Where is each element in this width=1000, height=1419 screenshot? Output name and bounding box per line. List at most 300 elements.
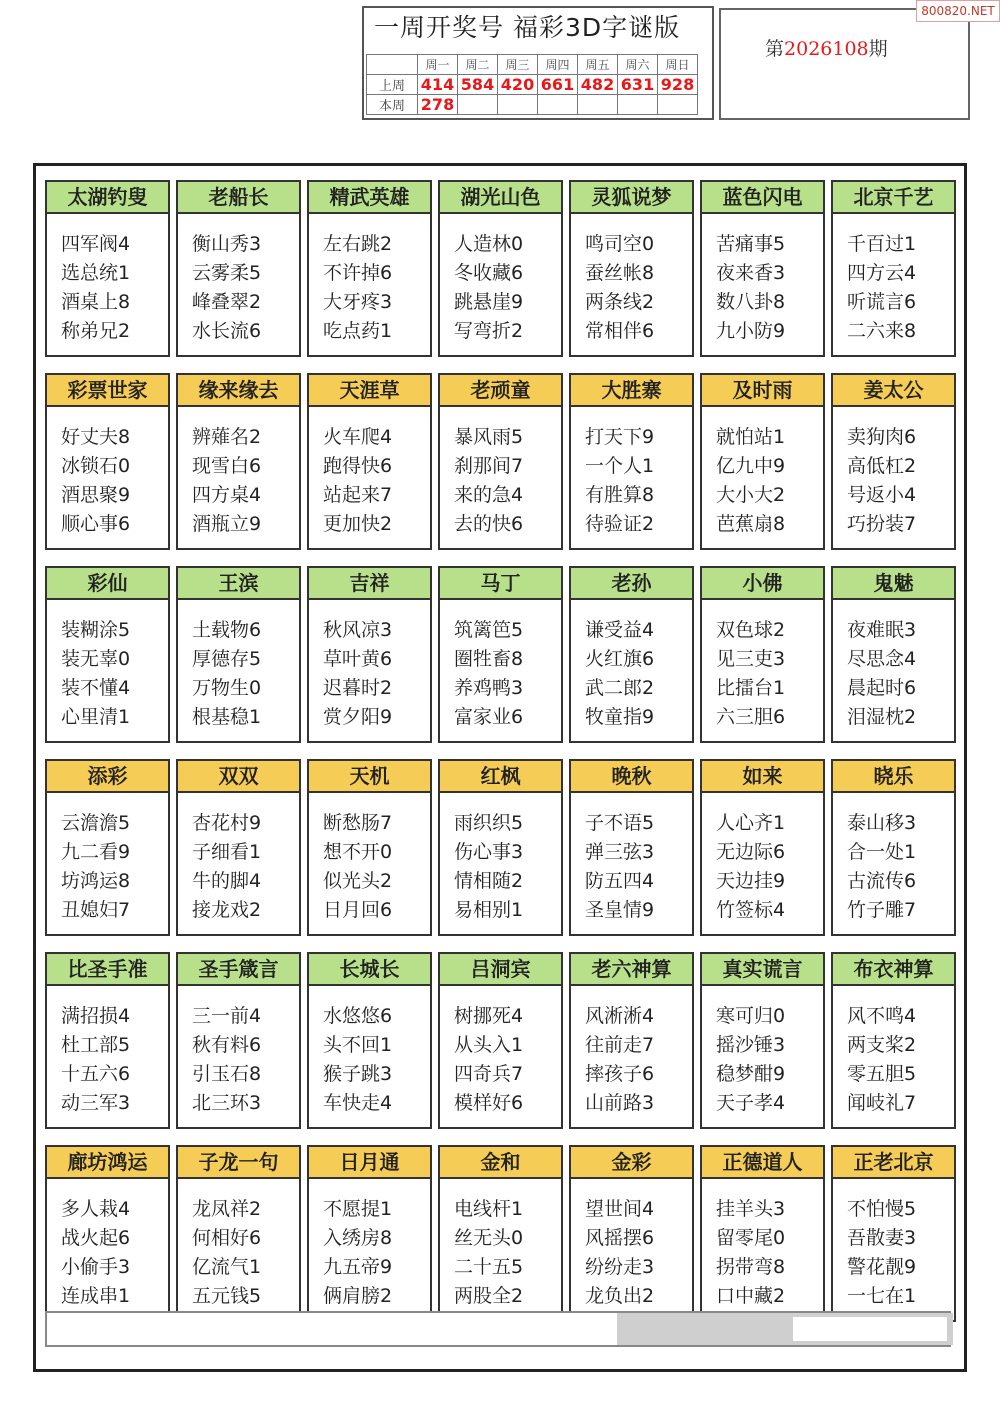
riddle-line: 更加快2 [323,513,393,535]
draw-number [658,95,698,115]
riddle-line: 山前路3 [585,1092,655,1114]
riddle-line: 圈牲畜8 [454,648,524,670]
riddle-card [438,952,563,1129]
riddle-line: 好丈夫8 [61,426,131,448]
riddle-lines [309,986,430,1118]
riddle-line: 一七在1 [847,1285,917,1307]
riddle-line: 两支桨2 [847,1034,917,1056]
riddle-line: 拐带弯8 [716,1256,786,1278]
riddle-line: 现雪白6 [192,455,262,477]
riddle-line: 猴子跳3 [323,1063,393,1085]
riddle-line: 迟暮时2 [323,677,393,699]
riddle-line: 顺心事6 [61,513,131,535]
riddle-author: 天机 [309,761,430,793]
riddle-line: 九五帝9 [323,1256,393,1278]
riddle-line: 选总统1 [61,262,131,284]
riddle-card [700,759,825,936]
riddle-line: 风淅淅4 [585,1005,655,1027]
draw-number [578,95,618,115]
riddle-line: 电线杆1 [454,1198,524,1220]
draw-number: 482 [578,75,618,95]
riddle-lines [702,986,823,1118]
riddle-card [307,1145,432,1322]
riddle-author: 吕洞宾 [440,954,561,986]
riddle-card [569,1145,694,1322]
riddle-card [307,759,432,936]
riddle-line: 弹三弦3 [585,841,655,863]
riddle-line: 蚕丝帐8 [585,262,655,284]
riddle-author: 大胜寨 [571,375,692,407]
riddle-line: 动三军3 [61,1092,131,1114]
riddle-lines [178,1179,299,1311]
riddle-lines [440,214,561,346]
riddle-card [307,952,432,1129]
riddle-line: 根基稳1 [192,706,262,728]
weekday-label: 周日 [658,55,698,75]
riddle-line: 暴风雨5 [454,426,524,448]
riddle-lines [440,986,561,1118]
riddle-line: 水悠悠6 [323,1005,393,1027]
riddle-line: 酒桌上8 [61,291,131,313]
riddle-card [831,566,956,743]
riddle-author: 缘来缘去 [178,375,299,407]
riddle-line: 火红旗6 [585,648,655,670]
riddle-lines [47,600,168,732]
riddle-author: 晓乐 [833,761,954,793]
last-week-row [367,75,698,95]
riddle-line: 富家业6 [454,706,524,728]
riddle-card [45,566,170,743]
last-week-label: 上周 [367,75,418,95]
riddle-lines [571,407,692,539]
riddle-line: 吾散妻3 [847,1227,917,1249]
riddle-author: 长城长 [309,954,430,986]
riddle-author: 老顽童 [440,375,561,407]
riddle-line: 武二郎2 [585,677,655,699]
riddle-author: 老船长 [178,182,299,214]
riddle-author: 真实谎言 [702,954,823,986]
riddle-card [700,952,825,1129]
riddle-line: 子细看1 [192,841,262,863]
riddle-line: 水长流6 [192,320,262,342]
riddle-card [307,373,432,550]
riddle-card [307,566,432,743]
riddle-line: 装糊涂5 [61,619,131,641]
draw-number: 414 [418,75,458,95]
riddle-card [831,1145,956,1322]
riddle-line: 秋有料6 [192,1034,262,1056]
riddle-card [438,1145,563,1322]
riddle-line: 伤心事3 [454,841,524,863]
riddle-line: 云雾柔5 [192,262,262,284]
riddle-line: 接龙戏2 [192,899,262,921]
site-watermark: 800820.NET [916,0,1000,22]
riddle-line: 警花靓9 [847,1256,917,1278]
riddle-lines [309,214,430,346]
riddle-author: 彩仙 [47,568,168,600]
riddle-lines [309,1179,430,1311]
riddle-line: 模样好6 [454,1092,524,1114]
weekday-label: 周一 [418,55,458,75]
riddle-author: 太湖钓叟 [47,182,168,214]
riddle-line: 杜工部5 [61,1034,131,1056]
riddle-line: 冰锁石0 [61,455,131,477]
riddle-author: 及时雨 [702,375,823,407]
riddle-line: 刹那间7 [454,455,524,477]
riddle-line: 断愁肠7 [323,812,393,834]
draw-number [498,95,538,115]
riddle-line: 往前走7 [585,1034,655,1056]
riddle-lines [178,600,299,732]
riddle-line: 尽思念4 [847,648,917,670]
riddle-line: 小偷手3 [61,1256,131,1278]
riddle-line: 稳梦酣9 [716,1063,786,1085]
riddle-author: 子龙一句 [178,1147,299,1179]
riddle-author: 晚秋 [571,761,692,793]
riddle-line: 何相好6 [192,1227,262,1249]
riddle-author: 红枫 [440,761,561,793]
riddle-line: 满招损4 [61,1005,131,1027]
riddle-author: 日月通 [309,1147,430,1179]
riddle-card [176,373,301,550]
riddle-lines [833,600,954,732]
riddle-line: 装无辜0 [61,648,131,670]
draw-number: 420 [498,75,538,95]
riddle-author: 小佛 [702,568,823,600]
riddle-line: 卖狗肉6 [847,426,917,448]
riddle-author: 布衣神算 [833,954,954,986]
riddle-author: 金和 [440,1147,561,1179]
riddle-card [569,180,694,357]
riddle-card [700,373,825,550]
draw-number: 584 [458,75,498,95]
riddle-line: 筑篱笆5 [454,619,524,641]
weekday-label: 周四 [538,55,578,75]
riddle-author: 天涯草 [309,375,430,407]
riddle-line: 谦受益4 [585,619,655,641]
riddle-card [438,373,563,550]
riddle-line: 心里清1 [61,706,131,728]
riddle-line: 草叶黄6 [323,648,393,670]
riddle-line: 易相别1 [454,899,524,921]
riddle-line: 二十五5 [454,1256,524,1278]
riddle-line: 装不懂4 [61,677,131,699]
riddle-line: 巧扮装7 [847,513,917,535]
riddle-author: 彩票世家 [47,375,168,407]
riddle-line: 闻岐礼7 [847,1092,917,1114]
riddle-line: 四方云4 [847,262,917,284]
riddle-card [700,180,825,357]
riddle-line: 打天下9 [585,426,655,448]
riddle-lines [309,407,430,539]
riddle-line: 辨薙名2 [192,426,262,448]
riddle-line: 有胜算8 [585,484,655,506]
page-title: 一周开奖号 福彩3D字谜版 [374,13,681,42]
riddle-author: 比圣手准 [47,954,168,986]
riddle-card [45,1145,170,1322]
riddle-lines [47,214,168,346]
riddle-line: 写弯折2 [454,320,524,342]
riddle-card [569,373,694,550]
riddle-line: 风不鸣4 [847,1005,917,1027]
riddle-author: 王滨 [178,568,299,600]
riddle-author: 添彩 [47,761,168,793]
weekly-draw-panel [362,6,714,120]
riddle-line: 秋风凉3 [323,619,393,641]
riddle-author: 姜太公 [833,375,954,407]
riddle-author: 正德道人 [702,1147,823,1179]
this-week-label: 本周 [367,95,418,115]
riddle-author: 灵狐说梦 [571,182,692,214]
riddle-line: 左右跳2 [323,233,393,255]
riddle-card [176,566,301,743]
riddle-line: 高低杠2 [847,455,917,477]
riddle-line: 牧童指9 [585,706,655,728]
riddle-author: 廊坊鸿运 [47,1147,168,1179]
riddle-author: 湖光山色 [440,182,561,214]
riddle-line: 常相伴6 [585,320,655,342]
draw-number [458,95,498,115]
riddle-line: 不许掉6 [323,262,393,284]
riddle-line: 纷纷走3 [585,1256,655,1278]
riddle-card [831,373,956,550]
riddle-line: 九小防9 [716,320,786,342]
riddle-line: 泪湿枕2 [847,706,917,728]
riddle-line: 数八卦8 [716,291,786,313]
riddle-line: 合一处1 [847,841,917,863]
riddle-card [176,1145,301,1322]
riddle-line: 摔孩子6 [585,1063,655,1085]
riddle-lines [833,214,954,346]
issue-panel [719,8,970,120]
corner-cell [367,55,418,75]
riddle-line: 风摇摆6 [585,1227,655,1249]
riddle-line: 人造林0 [454,233,524,255]
riddle-line: 想不开0 [323,841,393,863]
riddle-lines [833,986,954,1118]
riddle-lines [47,407,168,539]
riddle-lines [47,986,168,1118]
issue-prefix: 第 [765,38,785,60]
riddle-line: 丑媳妇7 [61,899,131,921]
riddle-lines [47,793,168,925]
riddle-line: 站起来7 [323,484,393,506]
riddle-lines [833,793,954,925]
riddle-line: 大小大2 [716,484,786,506]
weekday-label: 周二 [458,55,498,75]
riddle-lines [571,1179,692,1311]
weekday-label: 周六 [618,55,658,75]
riddle-line: 四奇兵7 [454,1063,524,1085]
draw-number: 661 [538,75,578,95]
bottom-bar-slot [793,1317,947,1341]
riddle-card [45,952,170,1129]
riddle-line: 来的急4 [454,484,524,506]
riddle-line: 夜来香3 [716,262,786,284]
riddle-card [45,373,170,550]
riddle-line: 四军阀4 [61,233,131,255]
draw-number [538,95,578,115]
riddle-card [569,759,694,936]
riddle-lines [178,214,299,346]
riddle-lines [702,600,823,732]
riddle-line: 龙凤祥2 [192,1198,262,1220]
riddle-card [438,566,563,743]
riddle-line: 连成串1 [61,1285,131,1307]
riddle-lines [309,793,430,925]
riddle-line: 称弟兄2 [61,320,131,342]
riddle-line: 泰山移3 [847,812,917,834]
riddle-card [176,180,301,357]
riddle-line: 不怕慢5 [847,1198,917,1220]
riddle-line: 养鸡鸭3 [454,677,524,699]
riddle-line: 从头入1 [454,1034,524,1056]
riddle-line: 见三吏3 [716,648,786,670]
riddle-lines [178,407,299,539]
riddle-line: 六三胆6 [716,706,786,728]
riddle-line: 丝无头0 [454,1227,524,1249]
riddle-line: 子不语5 [585,812,655,834]
riddle-line: 云澹澹5 [61,812,131,834]
riddle-lines [47,1179,168,1311]
riddle-lines [702,793,823,925]
issue-value: 2026108 [784,38,869,60]
riddle-line: 北三环3 [192,1092,262,1114]
riddle-author: 精武英雄 [309,182,430,214]
issue-number [765,34,888,61]
riddle-lines [440,793,561,925]
riddle-card [569,566,694,743]
riddle-lines [309,600,430,732]
riddle-card [438,180,563,357]
riddle-lines [702,1179,823,1311]
riddle-line: 龙负出2 [585,1285,655,1307]
riddle-line: 四方桌4 [192,484,262,506]
riddle-line: 跳悬崖9 [454,291,524,313]
riddle-lines [178,986,299,1118]
riddle-line: 引玉石8 [192,1063,262,1085]
riddle-line: 入绣房8 [323,1227,393,1249]
riddle-line: 赏夕阳9 [323,706,393,728]
riddle-card [700,566,825,743]
draw-number: 631 [618,75,658,95]
riddle-line: 千百过1 [847,233,917,255]
riddle-line: 牛的脚4 [192,870,262,892]
weekday-row [367,55,698,75]
riddle-line: 峰叠翠2 [192,291,262,313]
riddle-board [33,163,967,1372]
riddle-line: 摇沙锤3 [716,1034,786,1056]
riddle-card [307,180,432,357]
riddle-line: 土载物6 [192,619,262,641]
riddle-line: 寒可归0 [716,1005,786,1027]
riddle-lines [571,986,692,1118]
riddle-line: 火车爬4 [323,426,393,448]
riddle-lines [702,407,823,539]
riddle-line: 夜难眠3 [847,619,917,641]
riddle-line: 吃点药1 [323,320,393,342]
riddle-lines [571,214,692,346]
riddle-line: 坊鸿运8 [61,870,131,892]
riddle-line: 挂羊头3 [716,1198,786,1220]
riddle-author: 如来 [702,761,823,793]
riddle-line: 酒瓶立9 [192,513,262,535]
riddle-line: 口中藏2 [716,1285,786,1307]
riddle-line: 不愿提1 [323,1198,393,1220]
riddle-author: 吉祥 [309,568,430,600]
riddle-line: 两股全2 [454,1285,524,1307]
riddle-line: 零五胆5 [847,1063,917,1085]
riddle-line: 日月回6 [323,899,393,921]
riddle-line: 苦痛事5 [716,233,786,255]
riddle-card [438,759,563,936]
riddle-line: 树挪死4 [454,1005,524,1027]
issue-suffix: 期 [868,38,888,60]
draw-number [618,95,658,115]
riddle-line: 去的快6 [454,513,524,535]
riddle-line: 圣皇情9 [585,899,655,921]
riddle-author: 老六神算 [571,954,692,986]
riddle-line: 人心齐1 [716,812,786,834]
riddle-card [176,952,301,1129]
riddle-card [831,180,956,357]
riddle-lines [833,1179,954,1311]
riddle-lines [571,600,692,732]
weekday-label: 周三 [498,55,538,75]
riddle-author: 马丁 [440,568,561,600]
riddle-line: 九二看9 [61,841,131,863]
riddle-line: 天边挂9 [716,870,786,892]
riddle-line: 一个人1 [585,455,655,477]
riddle-lines [440,1179,561,1311]
riddle-card [831,952,956,1129]
draw-number: 278 [418,95,458,115]
riddle-line: 号返小4 [847,484,917,506]
riddle-line: 亿九中9 [716,455,786,477]
riddle-card [176,759,301,936]
riddle-line: 冬收藏6 [454,262,524,284]
riddle-card [831,759,956,936]
riddle-line: 古流传6 [847,870,917,892]
riddle-line: 二六来8 [847,320,917,342]
riddle-line: 防五四4 [585,870,655,892]
riddle-line: 杏花村9 [192,812,262,834]
riddle-line: 听谎言6 [847,291,917,313]
riddle-line: 十五六6 [61,1063,131,1085]
riddle-card [569,952,694,1129]
riddle-author: 正老北京 [833,1147,954,1179]
riddle-line: 三一前4 [192,1005,262,1027]
riddle-author: 金彩 [571,1147,692,1179]
riddle-lines [178,793,299,925]
riddle-line: 雨织织5 [454,812,524,834]
riddle-line: 就怕站1 [716,426,786,448]
riddle-line: 晨起时6 [847,677,917,699]
riddle-line: 留零尾0 [716,1227,786,1249]
riddle-line: 比擂台1 [716,677,786,699]
riddle-card [45,759,170,936]
weekly-draw-table [366,54,698,115]
riddle-line: 两条线2 [585,291,655,313]
riddle-line: 待验证2 [585,513,655,535]
riddle-author: 圣手箴言 [178,954,299,986]
riddle-lines [440,600,561,732]
riddle-line: 天子孝4 [716,1092,786,1114]
riddle-line: 竹签标4 [716,899,786,921]
riddle-line: 跑得快6 [323,455,393,477]
riddle-line: 厚德存5 [192,648,262,670]
riddle-author: 老孙 [571,568,692,600]
